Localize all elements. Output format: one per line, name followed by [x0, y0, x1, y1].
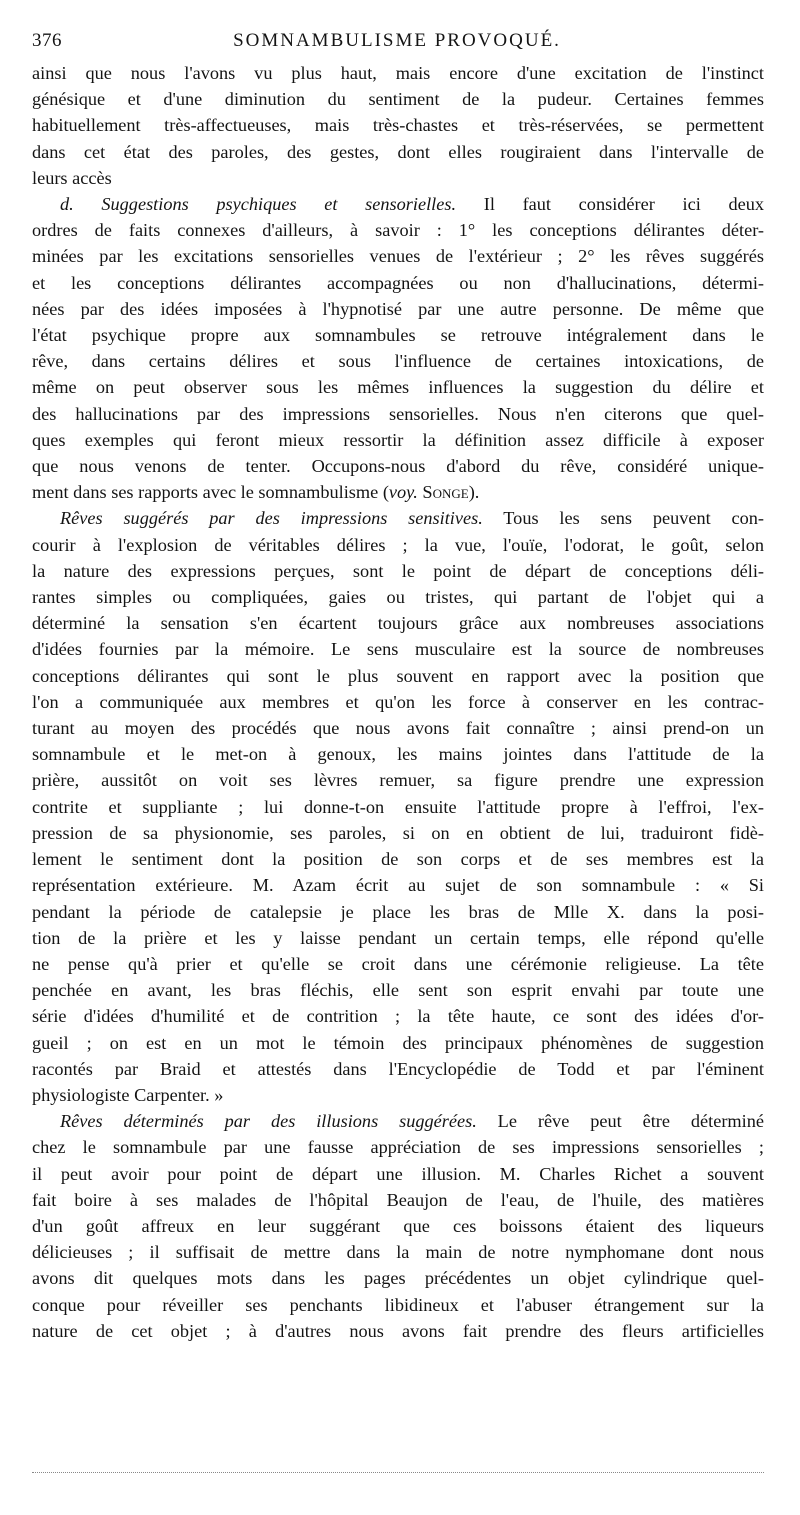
text-line: conceptions délirantes qui sont le plus souvent en rapport avec la position que [32, 665, 764, 686]
section-heading: Rêves suggérés par des impressions sensitives. [60, 508, 483, 529]
text-line: et les conceptions délirantes accompagnées ou non d'hallucinations, détermi- [32, 272, 764, 293]
text-line [32, 191, 764, 217]
text-line: lement le sentiment dont la position de son corps et de ses membres est la [32, 849, 764, 870]
text-line: représentation extérieure. M. Azam écrit au sujet de son somnambule : « Si [32, 875, 764, 896]
text-line: physiologiste Carpenter. » [32, 1084, 224, 1105]
page-header [32, 30, 762, 60]
cross-reference: Songe [417, 482, 469, 503]
section-heading: d. Suggestions psychiques et sensorielles. [60, 194, 457, 215]
text-line: contrite et suppliante ; lui donne-t-on ensuite l'attitude propre à l'effroi, l'ex- [32, 796, 764, 817]
text-line: minées par les excitations sensorielles venues de l'extérieur ; 2° les rêves suggérés [32, 246, 764, 267]
text-line [32, 1108, 764, 1134]
text-line: habituellement très-affectueuses, mais très-chastes et très-réservées, se permettent [32, 115, 764, 136]
text-line: ainsi que nous l'avons vu plus haut, mais encore d'une excitation de l'instinct [32, 63, 764, 83]
text-line: rantes simples ou compliquées, gaies ou tristes, qui partant de l'objet qui a [32, 587, 764, 608]
text-line: courir à l'explosion de véritables délires ; la vue, l'ouïe, l'odorat, le goût, selon [32, 534, 764, 555]
text-line: l'on a communiquée aux membres et qu'on les force à conserver en les contrac- [32, 691, 764, 712]
text-line: ne pense qu'à prier et qu'elle se croit dans une cérémonie religieuse. La tête [32, 953, 764, 974]
text-line: turant au moyen des procédés que nous avons fait connaître ; ainsi prend-on un [32, 718, 764, 739]
text-line: penchée en avant, les bras fléchis, elle sent son esprit envahi par toute une [32, 980, 764, 1001]
text-line: pendant la période de catalepsie je place les bras de Mlle X. dans la posi- [32, 901, 764, 922]
paragraph-3 [32, 505, 764, 1108]
text-line: pression de sa physionomie, ses paroles, si on en obtient de lui, traduiront fidè- [32, 822, 764, 843]
running-title: SOMNAMBULISME PROVOQUÉ. [233, 30, 561, 51]
paragraph-1 [32, 60, 764, 191]
text-run: voy. [388, 482, 418, 503]
text-line: génésique et d'une diminution du sentiment de la pudeur. Certaines femmes [32, 89, 764, 110]
text-line: racontés par Braid et attestés dans l'Encyclopédie de Todd et par l'éminent [32, 1058, 764, 1079]
text-line: avons dit quelques mots dans les pages précédentes un objet cylindrique quel- [32, 1268, 764, 1289]
text-line [32, 479, 764, 505]
text-line: des hallucinations par des impressions sensorielles. Nous n'en citerons que quel- [32, 403, 764, 424]
section-heading: Rêves déterminés par des illusions suggérées. [60, 1111, 477, 1132]
text-line: série d'idées d'humilité et de contrition ; la tête haute, ce sont des idées d'or- [32, 1006, 764, 1027]
text-line: prière, aussitôt on voit ses lèvres remuer, sa figure prendre une expression [32, 770, 764, 791]
body-text [32, 60, 764, 1344]
text-line: conque pour réveiller ses penchants libidineux et l'abuser étrangement sur la [32, 1294, 764, 1315]
text-line: ordres de faits connexes d'ailleurs, à savoir : 1° les conceptions délirantes déter- [32, 220, 764, 241]
text-line: leurs accès [32, 167, 112, 188]
footer-rule [32, 1472, 764, 1473]
text-line: nées par des idées imposées à l'hypnotisé par une autre personne. De même que [32, 298, 764, 319]
text-line: ques exemples qui feront mieux ressortir la définition assez difficile à exposer [32, 429, 764, 450]
text-line: dans cet état des paroles, des gestes, dont elles rougiraient dans l'intervalle de [32, 141, 764, 162]
text-line: délicieuses ; il suffisait de mettre dans la main de notre nymphomane dont nous [32, 1242, 764, 1263]
text-line [32, 505, 764, 531]
text-run: Tous les sens peuvent con- [482, 508, 764, 529]
paragraph-4 [32, 1108, 764, 1344]
text-line: il peut avoir pour point de départ une illusion. M. Charles Richet a souvent [32, 1163, 764, 1184]
text-line: d'idées fournies par la mémoire. Le sens musculaire est la source de nombreuses [32, 639, 764, 660]
text-line: chez le somnambule par une fausse appréciation de ses impressions sensorielles ; [32, 1137, 764, 1158]
text-line: tion de la prière et les y laisse pendant un certain temps, elle répond qu'elle [32, 927, 764, 948]
text-line: rêve, dans certains délires et sous l'influence de certaines intoxications, de [32, 351, 764, 372]
text-line: nature de cet objet ; à d'autres nous avons fait prendre des fleurs artificielles [32, 1320, 764, 1341]
text-line: fait boire à ses malades de l'hôpital Beaujon de l'eau, de l'huile, des matières [32, 1189, 764, 1210]
text-run: ). [468, 482, 480, 503]
text-line: l'état psychique propre aux somnambules se retrouve intégralement dans le [32, 325, 764, 346]
text-line: même on peut observer sous les mêmes influences la suggestion du délire et [32, 377, 764, 398]
page-number: 376 [32, 30, 62, 51]
text-line: déterminé la sensation s'en écartent toujours grâce aux nombreuses associations [32, 613, 764, 634]
text-line: la nature des expressions perçues, sont le point de départ de conceptions déli- [32, 560, 764, 581]
text-run: Le rêve peut être déterminé [476, 1111, 764, 1132]
paragraph-2 [32, 191, 764, 505]
text-line: d'un goût affreux en leur suggérant que ces boissons étaient des liqueurs [32, 1215, 764, 1236]
text-run: Il faut considérer ici deux [456, 194, 764, 215]
text-line: somnambule et le met-on à genoux, les mains jointes dans l'attitude de la [32, 744, 764, 765]
text-line: gueil ; on est en un mot le témoin des principaux phénomènes de suggestion [32, 1032, 764, 1053]
text-run: ment dans ses rapports avec le somnambulisme ( [32, 482, 389, 503]
text-line: que nous venons de tenter. Occupons-nous d'abord du rêve, considéré unique- [32, 456, 764, 477]
